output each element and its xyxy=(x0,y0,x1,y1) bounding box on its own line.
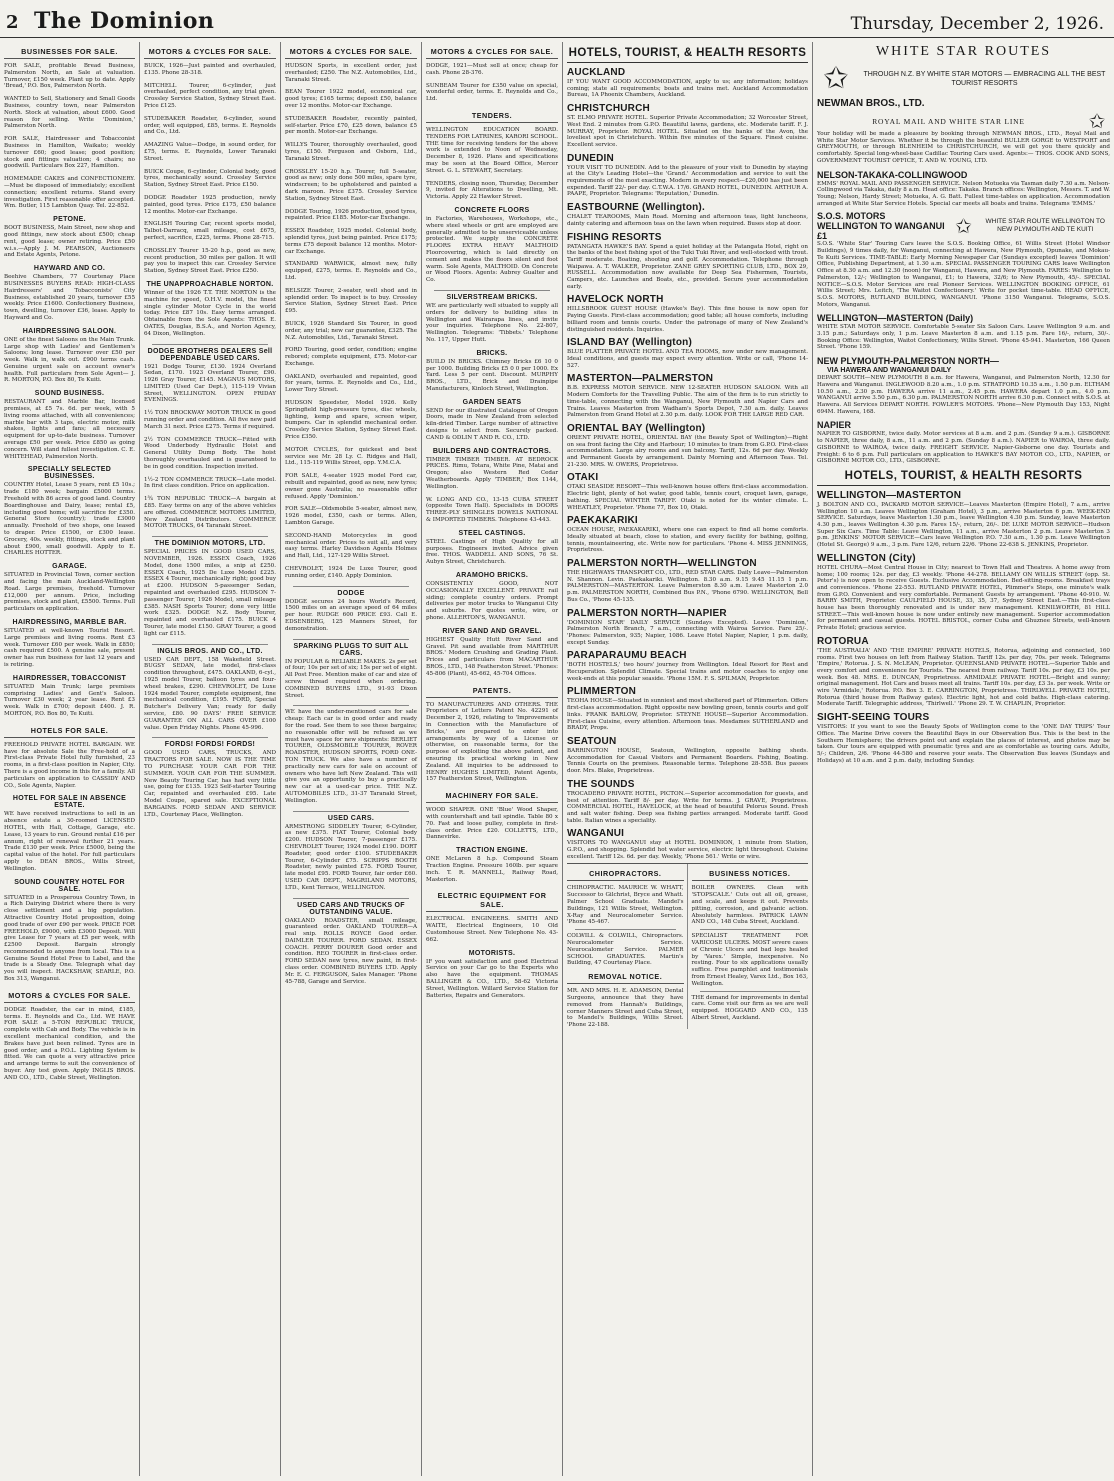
classified-ad xyxy=(4,879,135,983)
classified-ad xyxy=(285,288,417,315)
town-heading: PAEKAKARIKI xyxy=(567,515,638,527)
ad-text: BUICK, 1926—Just painted and overhauled, £135. Phone 28-318. xyxy=(144,63,276,76)
ad-title: RIVER SAND AND GRAVEL. xyxy=(442,627,542,635)
ad-text: Winner of the 1926 T.T. THE NORTON is the machine for speed, O.H.V. model, the finest single cylinder Motor Cycle in the world today. Price £87 10s. Easy terms arranged. Obtainable from the Sole Agents: THOS. E. OATES, Douglas, B.S.A., and Norton Agency, 64 Dixon, Wellington. xyxy=(144,289,276,337)
classified-ad xyxy=(4,390,135,460)
section-header: MOTORS & CYCLES FOR SALE. xyxy=(4,989,135,1003)
ad-text: IN POPULAR & RELIABLE MAKES. 2s per set of four; 10s per set of six; 15s per set of eight. All Post Free. Mention make of car and size of screw thread required when ordering. COMBINED BUYERS LTD., 91-93 Dixon Street. xyxy=(285,658,417,699)
section-header: PATENTS. xyxy=(426,684,558,698)
ad-title: HOTEL FOR SALE IN ABSENCE ESTATE. xyxy=(12,795,127,810)
ad-text: 1921 Dodge Tourer, £130. 1924 Overland Sedan, £170. 1923 Overland Tourer, £90. 1926 Gray Tourer, £145. MAGNUS MOTORS, LIMITED (Used Car Dept.), 115-119 Vivian Street, WELLINGTON. OPEN FRIDAY EVENINGS. xyxy=(144,363,276,404)
classified-ad xyxy=(426,628,558,678)
classified-ad xyxy=(144,540,276,637)
divider xyxy=(700,929,801,930)
ad-title: BRICKS. xyxy=(476,349,508,357)
classified-ad xyxy=(426,63,558,77)
ad-text: COUNTRY Hotel, Lease 5 years, rent £5 10s.; trade £180 week; bargain £5000 terms. Freehold with 86 acres of good land. Country Boardinghouse and Dairy, lease; rental £5, including good home; will sacrifice for £350. General Store (country); trade £3000 annually. Freehold of two shops, one leased to draper. Price £1500, or £300 lease. Grocery, 40s. weekly, fittings, stock and plant about £900, small goodwill. Apply to E. CHARLES HOTTER. xyxy=(4,482,135,557)
divider xyxy=(700,991,801,992)
route-heading: NEW PLYMOUTH-PALMERSTON NORTH— xyxy=(817,356,999,367)
ad-title: GARDEN SEATS xyxy=(462,398,522,406)
ad-text: DODGE, 1921—Must sell at once; cheap for cash. Phone 28-376. xyxy=(426,63,558,76)
classified-ad xyxy=(285,209,417,223)
ad-text: ONE of the finest Saloons on the Main Trunk. Large shop with Ladies' and Gentlemen's Saloons; long lease. Turnover over £50 per week. Walk in, walk out. £900 terms cash. Genuine urgent sale on account owner's health. Full particulars from Sole Agent— J. R. MORTON, P.O. Box 80, Te Kuiti. xyxy=(4,336,135,384)
classified-ad xyxy=(144,116,276,136)
town-text: ST. ELMO PRIVATE HOTEL. Superior Private Accommodation; 32 Worcester Street, West End. 2 minutes from G.P.O. Beautiful lawns, gardens, etc. Moderate tariff. F. J. MURRAY, Proprietor. ROYAL HOTEL. Situated on the banks of the Avon, the loveliest spot in Christchurch. Within five minutes of the Square. Finest cuisine. Excellent service. xyxy=(567,115,808,148)
ad-text: WELLINGTON EDUCATION BOARD. TENDERS FOR LATRINES, KARORI SCHOOL. THE time for receiving tenders for the above work is extended to Noon of Wednesday, December 8, 1926. Plans and specifications may be seen at the Board Office, Mercer Street. G. L. STEWART, Secretary. xyxy=(426,126,558,174)
ad-text: in Factories, Warehouses, Workshops, etc., where steel wheels or grit are employed are generally admitted to be unserviceable unless protected. We supply the CONCRETE FLOORS EXTRA HEAVY MALTHOID Floorcovering, which is laid directly on cement and makes the floors silent and foot warm. Sole Agents, MALTHOID. On Concrete or Wood Floors. Agents: Aubrey Gualter and Co. xyxy=(426,215,558,284)
ad-title: HAIRDRESSING, MARBLE BAR. xyxy=(12,619,127,626)
ad-text: SPECIALIST TREATMENT FOR VARICOSE ULCERS. MOST severe cases of Chronic Ulcers and bad legs healed by 'Varex.' Simple, inexpensive. No resting. Four to six applications usually suffice. Free pamphlet and testimonials from Ernest Healey, Varex Ltd., Box 163, Wellington. xyxy=(691,933,808,987)
classified-ad xyxy=(426,950,558,1000)
section-header: BUSINESS NOTICES. xyxy=(692,867,809,881)
business-notices-block xyxy=(692,864,809,1029)
ad-text: FOR SALE, Hairdresser and Tobacconist Business in Hamilton, Waikato; weekly turnover £60; good lease; good position; stock and fittings valuation; 4 chairs; no goodwill. Particulars Box 227, Hamilton. xyxy=(4,136,135,170)
ad-text: STUDEBAKER Roadster, recently painted, self-starter. Price £70, £25 down, balance £5 per month. Motor-car Exchange. xyxy=(285,115,417,136)
town-text: ORIENT PRIVATE HOTEL, ORIENTAL BAY (the Beauty Spot of Wellington)—Right on sea front facing the City and Harbour; 10 minutes to tram from G.P.O. First-class accommodation. Large airy rooms and sun balcony. Tariff, 12s. 6d per day. Weekly and Permanent Guests by arrangement. Dainty Morning and Afternoon Teas. Tel. 21-230. MRS. W. OWERS, Proprietress. xyxy=(567,434,808,468)
ad-text: BELSIZE Tourer, 2-seater, well shod and in splendid order. To inspect is to buy. Crossley Service Station, Sydney Street East. Price £95. xyxy=(285,287,417,315)
classified-ad xyxy=(144,248,276,275)
town-text: PATANGATA HAWKE'S BAY. Spend a quiet holiday at the Patangata Hotel, right on the banks of the best fishing spot of the Tuki Tuki River, and well-stocked with trout. Tariff moderate. Boating, shooting and golf. Accommodation. Telephone through Waipawa. A. T. WALKER, Proprietor. ZANE GREY SPORTING CLUB, LTD., BOX 29, RUSSELL. Accommodation now available for Deep Sea Fishermen, Tourists, Campers, etc. Launches and Boats, etc., provided. Secure your accommodation early. xyxy=(567,243,808,290)
classified-ad xyxy=(285,590,417,633)
ad-text: DODGE Roadster 1925 production, newly painted, good tyres. Price £175, £50 balance 12 months. Motor-car Exchange. xyxy=(144,194,276,215)
classified-ad xyxy=(144,410,276,430)
classified-ad xyxy=(144,63,276,77)
classified-ad xyxy=(426,847,558,883)
classified-ad xyxy=(4,466,135,557)
ad-text: BEAN Tourer 1922 model, economical car, good tyres; £165 terms; deposit £50, balance over 12 months. Motor-car Exchange. xyxy=(285,89,417,109)
column-motors-tenders xyxy=(422,42,563,1476)
divider xyxy=(152,737,268,738)
masthead xyxy=(0,0,1114,38)
ad-text: THE demand for improvements in dental care. Come visit our firm as we are well equipped. HOGGARD AND CO., 135 Albert Street, Auckland. xyxy=(691,994,808,1021)
classified-ad xyxy=(426,448,558,491)
ad-title: HAIRDRESSING SALOON. xyxy=(22,327,117,335)
royal-mail-label: ROYAL MAIL AND WHITE STAR LINE xyxy=(872,116,1025,126)
classified-ad xyxy=(426,572,558,622)
classified-ad xyxy=(4,619,135,669)
section-header: HOTELS, TOURIST, & HEALTH RESORTS xyxy=(567,44,808,63)
classified-ad xyxy=(426,181,558,201)
ad-title: TRACTION ENGINE. xyxy=(456,847,528,855)
classified-ad xyxy=(426,807,558,841)
ad-title: FORDS! FORDS! FORDS! xyxy=(164,741,256,749)
town-heading: PALMERSTON NORTH—WELLINGTON xyxy=(567,558,757,570)
divider xyxy=(434,290,550,291)
town-heading: PALMERSTON NORTH—NAPIER xyxy=(567,607,727,619)
town-heading: ROTORUA xyxy=(817,635,869,647)
classified-ad xyxy=(426,127,558,175)
ad-text: DODGE Touring, 1926 production, good tyres, repainted. Price £185. Motor-car Exchange. xyxy=(285,208,417,222)
ad-text: STANDARD WARWICK, almost new, fully equipped, £275, terms. E. Reynolds and Co., Ltd. xyxy=(285,261,417,281)
town-text: 'DOMINION STAR' DAILY SERVICE (Sundays Excepted). Leave 'Dominion,' Palmerston North Branch, 7 a.m., connecting with Wairoa Service. Fare 25/-. 'Phones: Palmerston, 935; Napier, 1086. Leave Hotel Napier, Napier, 1 p.m. daily, except Sunday. xyxy=(567,619,808,646)
classified-ad xyxy=(426,350,558,393)
town-heading: WELLINGTON—MASTERTON xyxy=(817,489,962,501)
ad-title: SOUND COUNTRY HOTEL FOR SALE. xyxy=(14,878,125,893)
section-header: HOTELS, TOURIST, & HEALTH RESORTS xyxy=(817,467,1110,486)
classified-ad xyxy=(285,169,417,203)
ad-title: DODGE xyxy=(337,589,365,597)
town-text: IF YOU WANT GOOD ACCOMMODATION, apply to us; any information; holidays coming; state all requirements; boats and trains met. Auckland Accommodation Bureau, 1A Phoenix Chambers, Auckland. xyxy=(567,79,808,99)
town-heading: PLIMMERTON xyxy=(567,686,637,698)
town-heading: CHRISTCHURCH xyxy=(567,103,650,115)
classified-ad xyxy=(285,347,417,367)
classified-ad xyxy=(426,294,558,344)
ad-text: HUDSON Sports, in excellent order, just overhauled; £250. The N.Z. Automobiles, Ltd., Taranaki Street. xyxy=(285,63,417,83)
town-heading: FISHING RESORTS xyxy=(567,231,662,243)
town-heading: EASTBOURNE (Wellington). xyxy=(567,202,705,214)
town-heading: MASTERTON—PALMERSTON xyxy=(567,373,714,385)
classified-ad xyxy=(285,902,417,986)
classified-ad xyxy=(4,136,135,170)
ad-text: GOOD USED CARS, TRUCKS, AND TRACTORS FOR SALE. NOW IS THE TIME TO PURCHASE YOUR CAR FOR THE SUMMER. YOUR CAR FOR THE SUMMER. New Beauty Touring Car, has had very little use, going for £135. 1923 Self-starter Touring Car, repainted and overhauled £95. Late Model Coupe, spared sale. EXCEPTIONAL BARGAINS. FORD SEDAN AND SERVICE LTD., Courtenay Place, Wellington. xyxy=(144,750,276,818)
ad-title: HAIRDRESSER, TOBACCONIST xyxy=(12,674,127,682)
section-header: MACHINERY FOR SALE. xyxy=(426,789,558,803)
ad-text: OAKLAND, overhauled and repainted, good for years, terms. E. Reynolds and Co., Ltd., Lower Tory Street. xyxy=(285,373,417,394)
ad-text: WE have the under-mentioned cars for sale cheap: Each car is in good order and ready for the road. See them to see these bargains; no reasonable offer will be refused as we must have space for new shipments: BERLIET TOURER, OLDSMOBILE TOURER, ROVER ROADSTER, HUDSON SPORTS, FORD ONE-TON TRUCK. We also have a number of practically new cars for sale on account of owners who have left New Zealand. This will give you an opportunity to buy a practically new car at a used-car price. THE N.Z. AUTOMOBILES LTD., 31-37 Taranaki Street, Wellington. xyxy=(285,709,417,804)
divider xyxy=(152,644,268,645)
town-text: CHALET TEAROOMS, Main Road. Morning and afternoon teas, light luncheons, dainty catering and afternoon teas on the lawn when required. Buses stop at door. xyxy=(567,214,808,227)
town-heading: PARAPARAUMU BEACH xyxy=(567,650,687,662)
town-text: HOTEL CHURA—Most Central House in City; nearest to Town Hall and Theatres. A home away from home; 100 rooms; 12s. per day, £3 weekly. 'Phone 44-278. BELLAMY ON WILLIS STREET (opp. St. Peter's) is now open to receive Guests. Exclusive Accommodation. Bed-sitting-rooms. Breakfast trays and conveniences. 'Phone 22-553. RUTLAND PRIVATE HOTEL, Plimmer's Steps, one minute's walk from G.P.O. Convenient and very comfortable. Permanent Guests by arrangement. 'Phone 40-910. W. BARRY SMITH, Proprietor. CAULFIELD HOUSE, 33, 35, 37, Sydney Street East.—This first-class house has been thoroughly renovated and is under new management. KENILWORTH, 81 HILL STREET.—This well-known house is now under entirely new management. Superior accommodation for permanent and casual guests. HOTEL BRISTOL, corner Cuba and Ghuznee Streets, well-known Private Hotel; gracious service. xyxy=(817,564,1110,632)
town-text: 'THE AUSTRALIA' AND 'THE EMPIRE' PRIVATE HOTELS, Rotorua, adjoining and connected, 160 rooms. First two houses on left from Railway Station. Tariff 12s. per day, 70s. per week. Telegrams 'Empire,' Rotorua. J. S. N. McLEAN, Proprietor. QUEENSLAND PRIVATE HOTEL—Superior Table and every comfort and convenience for Tourists. The nearest from railway. Tariff 10s. per day, £3 10s. per week. Box 48. MRS. E. DUNCAN, Proprietress. ARMIDALE PRIVATE HOTEL—Bright and sunny; original management. Hot Cars and buses meet all trains. Tariff 10s. per day, £3 3s. per week. Write or wire 'Armidale,' Rotorua. P.O. Box 3. E. CARRINGTON, Proprietress. THIRLWELL PRIVATE HOTEL, Rotorua (third house from Railway gates). Electric light, hot and cold baths. High-class catering. Moderate Tariff. Telegraphic address, 'Thirlwell.' 'Phone 29. T. W. CHAPLIN, Proprietor. xyxy=(817,647,1110,708)
town-heading: HAVELOCK NORTH xyxy=(567,294,664,306)
ad-text: 1¾ TON REPUBLIC TRUCK—A bargain at £85. Easy terms on any of the above vehicles are offered. COMMERCE MOTORS LIMITED, New Zealand Distributors. COMMERCE MOTOR TRUCKS, 64 Taranaki Street. xyxy=(144,496,276,530)
ad-text: SITUATED in Provincial Town, corner section and facing the main Auckland-Wellington Road. Large premises, freehold. Turnover £12,000 per annum. Price, including premises, stock and plant, £5500. Terms. Full particulars on application. xyxy=(4,572,135,613)
column-motors-2 xyxy=(281,42,422,1476)
classified-ad xyxy=(4,63,135,90)
classified-ad xyxy=(285,374,417,394)
white-star-banner xyxy=(817,61,1110,96)
ad-text: SPECIAL PRICES IN GOOD USED CARS, NOVEMBER, 1926. ESSEX Coach, 1926 Model, done 1500 miles, a snip at £250. ESSEX Coach, 1925 De Luxe Model £225. ESSEX 4 Tourer, mechanically right; good buy at £200. HUDSON 5-passenger Sedan, repainted and overhauled £295. HUDSON 7-passenger Tourer, 1926 Model, small mileage £385. NASH Sports Tourer; done very little work £325. DODGE N.Z. Body Tourer, repainted and overhauled £175. BUICK 4 Tourer, late model £150. GRAY Tourer, a good light car £115. xyxy=(144,549,276,637)
star-icon: ✩ xyxy=(823,61,849,96)
town-text: J. BOLTON AND CO., PACKARD MOTOR SERVICE—Leaves Masterton (Empire Hotel), 7 a.m., arrive Wellington 10 a.m. Leaves Wellington (Graham Hotel), 3 p.m., arrive Masterton 6 p.m. WEEK-END SERVICE. Saturdays, leave Masterton 1.30 p.m., leave Wellington 4.30 p.m. Sunday, leave Masterton 4.30 p.m., leaves Wellington 4.30 p.m. Fares 15/-, return, 26/-. DE LUXE MOTOR SERVICE—Hudson Super Six Cars. Time Table: Leave Wellington, 11 a.m., arrive Masterton 2 p.m. Leave Masterton 3 p.m. JENKINS' MOTOR SERVICE—Cars leave Wellington P.O. 7.30 a.m., 1.30 p.m. Leave Wellington (Hotel St. George) 9 a.m., 3 p.m. Fare 12/6, return 22/6. 'Phone 22-638 S. JENKINS, Proprietor. xyxy=(817,501,1110,549)
ad-text: DODGE secures 24 hours World's Record, 1500 miles on an average speed of 64 miles per hour. RUDGE 600 PRICE £93. Call E. EDSENBERG, 125 Manners Street, for demonstration. xyxy=(285,598,417,632)
section-header: ELECTRIC EQUIPMENT FOR SALE. xyxy=(426,889,558,912)
classified-ad xyxy=(144,281,276,338)
section-header: MOTORS & CYCLES FOR SALE. xyxy=(426,45,558,59)
classified-ad xyxy=(285,506,417,526)
route-text: DEPART SOUTH—NEW PLYMOUTH 8 a.m. for Hawera, Wanganui, and Palmerston North, 12.30 for Hawera and Wanganui. INGLEWOOD 8.20 a.m., 1.0 p.m. STRATFORD 10.35 a.m., 1.50 p.m. ELTHAM 10.50 a.m., 2.30 p.m. HAWERA arrive 11 a.m., 2.45 p.m. HAWERA depart 1.0 p.m., 4.0 p.m. WANGANUI arrive 3.50 p.m., 6.30 p.m. PALMERSTON NORTH arrive 6.30 p.m. Connect with S.O.S. at Hawera. All Services DEPART NORTH. FOWLER'S MOTORS. 'Phone—New Plymouth Day 153, Night 694M. Hawera, 168. xyxy=(817,375,1110,415)
classified-ad xyxy=(285,116,417,136)
ad-text: SEND for our illustrated Catalogue of Oregon Doors, made in New Zealand from selected kiln-dried Timber. Large number of attractive designs to select from. Securely packed. CAND & ODLIN T AND R. CO., LTD. xyxy=(426,407,558,441)
ad-text: ELECTRICAL ENGINEERS. SMITH AND WAITE, Electrical Engineers, 10 Old Customhouse Street. New Telephone No. 43-662. xyxy=(426,916,558,943)
ad-title: USED CARS. xyxy=(327,814,375,822)
ad-title: ARAMOHO BRICKS. xyxy=(455,572,529,580)
ad-text: STEEL Castings of High Quality for all purposes. Engineers invited. Advice given free. THOS. WADDELL AND SONS, 76 St. Aubyn Street, Christchurch. xyxy=(426,538,558,566)
classified-ad xyxy=(285,142,417,162)
classified-ad xyxy=(285,261,417,281)
sos-banner xyxy=(817,211,1110,241)
section-header: CHIROPRACTORS. xyxy=(567,867,684,881)
white-star-title: WHITE STAR ROUTES xyxy=(875,44,1052,59)
ad-title: INGLIS BROS. AND CO., LTD. xyxy=(157,647,263,655)
section-header: BUSINESSES FOR SALE. xyxy=(4,45,135,59)
route-heading: NAPIER xyxy=(817,420,852,431)
ad-text: CHEVROLET, 1924 De Luxe Tourer, good running order, £140. Apply Dominion. xyxy=(285,566,417,579)
divider xyxy=(293,639,409,640)
section-header: REMOVAL NOTICE. xyxy=(567,970,684,984)
ad-text: HUDSON Speedster, Model 1926. Kelly Springfield high-pressure tyres, disc wheels, lighting, kemp and spare, screen wiper, bumpers. Car in splendid mechanical order. Crossley Service Station, Sydney Street East. Price £350. xyxy=(285,400,417,441)
classified-ad xyxy=(4,328,135,385)
ad-text: FOR SALE—Oldsmobile 5-seater, almost new, 1926 model, £350, cash or terms. Allen, Lambton Garage. xyxy=(285,506,417,527)
divider xyxy=(293,586,409,587)
ad-text: FOR SALE, profitable Bread Business, Palmerston North, an Sale at valuation. Turnover, £150 week. Plant up to date. Apply 'Bread,' P.O. Box, Palmerston North. xyxy=(4,63,135,90)
town-text: OTAKI SEASIDE RESORT—This well-known house offers first-class accommodation. Electric light, plenty of hot water, good table, tennis court, croquet lawn, garage, bathing. SPECIAL WINTER TARIFF. Otaki is noted for its winter climate. L. WHEATLEY, Proprietor. 'Phone 77, Box 10, Otaki. xyxy=(567,484,808,511)
ad-title: SPECIALLY SELECTED BUSINESSES. xyxy=(27,466,112,481)
route-heading: S.O.S. MOTORS WELLINGTON TO WANGANUI £1 xyxy=(817,211,945,242)
ad-list xyxy=(4,63,135,1082)
divider xyxy=(575,929,676,930)
ad-title: SPARKING PLUGS TO SUIT ALL CARS. xyxy=(293,642,409,657)
classified-ad xyxy=(285,447,417,467)
company-name: NEWMAN BROS., LTD. xyxy=(817,98,925,109)
ad-text: TENDERS, closing noon, Thursday, December 9, invited for Alterations to Dwelling, Mt. Victoria. Apply 22 Hawker Street. xyxy=(426,180,558,201)
classified-ad xyxy=(4,675,135,718)
classified-ad xyxy=(426,399,558,442)
ad-text: MR. AND MRS. H. E. ADAMSON, Dental Surgeons, announce that they have removed from Hannah's Buildings, corner Manners Street and Cuba Street, to Mandel's Buildings, Willis Street. 'Phone 22-188. xyxy=(567,988,684,1029)
town-text: VISITORS TO WANGANUI stay at HOTEL DOMINION, 1 minute from Station, G.P.O., and shopping. Splendid hot water service, electric light throughout. Cuisine excellent. Tariff 12s. 6d. per day. Weekly, 'Phone 561.' Write or wire. xyxy=(567,840,808,860)
route-subheading: WHITE STAR ROUTE WELLINGTON TO NEW PLYMOUTH AND TE KUITI xyxy=(985,218,1105,234)
ad-text: SITUATED at well-known Tourist Resort. Large premises and living rooms. Rent £3 week. Turnover £60 per week. Walk in £850; cash required £500. A genuine sale, present owner has run business for last 12 years and is retiring. xyxy=(4,628,135,668)
town-text: TEOHA HOUSE—Situated in sunniest and most sheltered part of Plimmerton. Offers first-class accommodation. Right opposite new bowling green, tennis courts and golf links. FRANK BARLOW, Proprietor. STEYNE HOUSE—Superior Accommodation. First-class Cuisine, every attention. Afternoon teas. Mesdames SUTHERLAND and BRADY, Props. xyxy=(567,698,808,732)
classified-ad xyxy=(426,207,558,284)
ad-text: WANTED to Sell, Stationery and Small Goods Business, country town, near Palmerston North. Stock at valuation, about £600. Good reason for selling. Write 'Dominion,' Palmerston North. xyxy=(4,96,135,130)
route-heading: NELSON-TAKAKA-COLLINGWOOD xyxy=(817,169,968,180)
ad-text: STUDEBAKER Roadster, 6-cylinder, sound order, well equipped, £85, terms. E. Reynolds and Co., Ltd. xyxy=(144,115,276,136)
ad-title: MOTORISTS. xyxy=(468,949,516,957)
town-text: VISITORS: If you want to see the Beauty Spots of Wellington come to the 'ONE DAY TRIPS' Tour Office. The Marine Drive covers the Beautiful Bays in our Observation Bus. This is the best in the Southern Hemisphere; the drivers point out and explain the places of interest, and photos may be taken. Our tours are equipped with pneumatic tyres and are as comfortable as touring cars. Adults, 5/-; Children, 2/6. 'Phone 44-580 and reserve your seats. The Observation Bus leaves (Sundays and Holidays) at 10 a.m. and 2 p.m. daily, including Sunday. xyxy=(817,724,1110,764)
ad-text: BOOT BUSINESS, Main Street, new shop and good fittings, new stock about £500; cheap rent, good lease; owner retiring. Price £50 w.i.s.—Apply J. M. PEARSON, Auctioneers and Estate Agents, Petone. xyxy=(4,225,135,259)
classified-ad xyxy=(285,400,417,441)
town-text: HILLSBROOK GUEST HOUSE (Hawke's Bay). This fine house is now open for Paying Guests. First-class accommodation; good table; all house comforts, including billiard room and tennis courts. Under the patronage of many of New Zealand's distinguished residents. Inquiries. xyxy=(567,306,808,333)
classified-ad xyxy=(4,742,135,790)
classified-ad xyxy=(285,566,417,580)
classified-ad xyxy=(285,709,417,804)
classified-ad xyxy=(4,96,135,130)
route-text: NAPIER TO GISBORNE, twice daily. Motor services at 8 a.m. and 2 p.m. (Sunday 9 a.m.). GISBORNE to NAPIER, three daily, 8 a.m., 11 a.m. and 2 p.m. (Sunday 8 a.m.). NAPIER to WAIROA, three daily. GISBORNE to WAIROA, twice daily. FREIGHT SERVICE. Napier-Gisborne one day. Tourists and Freight: 6 to 6 p.m. Full particulars on application to HAWKE'S BAY MOTOR CO., LTD., NAPIER, or GISBORNE MOTOR CO., LTD., GISBORNE. xyxy=(817,431,1110,465)
classified-ad xyxy=(4,563,135,613)
classified-ad xyxy=(285,321,417,341)
ad-title: USED CARS AND TRUCKS OF OUTSTANDING VALUE. xyxy=(297,901,405,916)
town-text: YOUR VISIT TO DUNEDIN. Add to the pleasure of your visit to Dunedin by staying at the City's Leading Hotel—the 'Grand.' Accommodation and service to suit the requirements of the most exacting. Modern in every respect—£20,000 has just been expended. Tariff 22/- per day. C.T.W.A. 17/6. GRAND HOTEL, DUNEDIN. ARTHUR A. PAAPE, Proprietor. Telegrams: 'Reputation,' Dunedin. xyxy=(567,164,808,198)
ad-text: 2½ TON COMMERCE TRUCK—Fitted with Wood Underbody Hydraulic Hoist and General Utility Dump Body. The hoist thoroughly overhauled and is guaranteed to be in good condition. Inspection invited. xyxy=(144,436,276,470)
route-heading: WELLINGTON—MASTERTON (Daily) xyxy=(817,313,974,324)
ad-text: FOR SALE, 4-seater 1925 model Ford car, rebuilt and repainted, good as new, new tyres; owner gone Australia; no reasonable offer refused. Apply 'Dominion.' xyxy=(285,473,417,500)
divider xyxy=(293,705,409,706)
ad-text: BUILD IN BRICKS. Chimney Bricks £6 10 0 per 1000. Building Bricks £5 0 0 per 1000. Ex Yard. Less 5 per cent. Discount. MURPHY BROS., LTD., Brick and Drainpipe Manufacturers, Kinloch Street, Wellington. xyxy=(426,358,558,392)
ad-text: SITUATED in a Prosperous Country Town, in a Rich Dairying District where there is very close settlement and a big population. Attractive Country Hotel proposition, doing good trade of over £90 per week. PRICE FOR FREEHOLD, £9000, with £3000 Deposit. Will give Lease for 7 years at £5 per week, with £2500 Deposit. Bargain strongly recommended to anyone from local. This is a Genuine Sound Hotel Free to Label, and the trade is a Steady One. Telegraph what day you will inspect. HACKSHAW, SEARLE, P.O. Box 313, Wanganui. xyxy=(4,894,135,983)
ad-text: USED CAR DEPT., 158 Wakefield Street. BUGSY SEDAN, late model, first-class condition throughout, £475. OAKLAND, 6-cyl., 1925 model Tourer, balloon tyres and four-wheel brakes, £290. CHEVROLET, De Luxe 1924 model Tourer, complete equipment, fine mechanical condition, £195. FORD, Special Butcher's Delivery Van; ready for daily service, £80. 90 DAYS' FREE SERVICE GUARANTEE ON ALL CARS OVER £100 value. Open Friday Nights. Phone 45-996. xyxy=(144,656,276,731)
divider xyxy=(293,811,409,812)
ad-title: THE UNAPPROACHABLE NORTON. xyxy=(146,280,274,288)
route-subheading: VIA HAWERA AND WANGANUI DAILY xyxy=(827,367,952,375)
town-text: BARRINGTON HOUSE, Seatoun, Wellington, opposite bathing sheds. Accommodation for Casual Visitors and Permanent Boarders. Fishing, Boating. Tennis Courts on the premises. Reasonable terms. Telephone 28-558. Bus passes door. Mrs. Blake, Proprietress. xyxy=(567,748,808,775)
ad-text: W. LONG AND CO., 13-15 CUBA STREET (opposite Town Hall). Specialists in DOORS THREE-PLY SHINGLES DOWELS NATIONAL & IMPORTED TIMBERS. Telephone 43-443. xyxy=(426,496,558,524)
classified-ad xyxy=(426,916,558,943)
classified-ad xyxy=(426,530,558,566)
classified-ad xyxy=(4,216,135,259)
column-businesses-for-sale xyxy=(0,42,140,1476)
divider xyxy=(152,344,268,345)
ad-text: HOMEMADE CAKES and CONFECTIONERY.—Must be disposed of immediately; excellent connection; excellent returns. Stand every investigation. First reasonable offer accepted. Wm. Butler, 115 Lambton Quay. Tel. 22-852. xyxy=(4,176,135,210)
white-star-tagline: THROUGH N.Z. BY WHITE STAR MOTORS — EMBRACING ALL THE BEST TOURIST RESORTS xyxy=(863,71,1106,87)
classified-ad xyxy=(144,648,276,732)
classified-ad xyxy=(144,83,276,110)
ad-text: BOILER OWNERS. Clean with 'STOPSCALE.' Cuts out all oil, grease, and scale, and keeps it out. Prevents pitting, corrosion, and galvanic action. Absolutely harmless. PATRICK LAWN AND CO., 148 Cuba Street, Auckland. xyxy=(691,885,808,926)
ad-text: CROSSLEY 15-20 h.p. Tourer, full 5-seater, good as new; only done 500 miles, spare tyre, windscreen; to be upholstered and painted a dark maroon. Price £375. Crossley Service Station, Sydney Street East. xyxy=(285,168,417,202)
ad-text: 1½-2 TON COMMERCE TRUCK—Late model. In first class condition. Price on application. xyxy=(144,476,276,490)
ad-text: 1½ TON BROCKWAY MOTOR TRUCK in good running order and condition. All five new paid March 31 next. Price £275. Terms if required. xyxy=(144,410,276,430)
classified-ad xyxy=(144,195,276,215)
town-text: OCEAN HOUSE, PAEKAKARIKI, where one can expect to find all home comforts. Ideally situated at beach, close to station, and every facility for bathing, golfing, tennis, mountaineering, etc. Write now for particulars. 'Phone 4. MISS JENNINGS, Proprietress. xyxy=(567,527,808,554)
section-header: HOTELS FOR SALE. xyxy=(4,724,135,738)
town-text: B.B. EXPRESS MOTOR SERVICE. NEW 12-SEATER HUDSON SALOON. With all Modern Comforts for the Travelling Public. The aim of the firm is to run strictly to time-table, connecting with the Wanganui, New Plymouth and Napier Cars and Trains. Leaves Masterton from Wadham's Sports Depot, 7.30 a.m. daily. Leaves Palmerston from Grand Hotel at 2.30 p.m. daily. LOOK FOR THE LARGE RED CAR. xyxy=(567,385,808,419)
ad-title: DODGE BROTHERS DEALERS Sell DEPENDABLE USED CARS. xyxy=(147,347,273,362)
ad-text: Beehive Chambers, 77 Courtenay Place BUSINESSES BUYERS READ: HIGH-CLASS Hairdressers' and Tobacconists' City Business, established 20 years, turnover £55 weekly. Price £1600. Confectionery Business, town, dwelling, turnover £36, lease. Apply to Hayward and Co. xyxy=(4,274,135,321)
ad-text: MITCHELL Tourer, 6-cylinder, just overhauled, perfect condition, any trial given. Crossley Service Station, Sydney Street East. Price £125. xyxy=(144,82,276,109)
divider xyxy=(293,898,409,899)
town-heading: WELLINGTON (City) xyxy=(817,552,916,564)
star-icon: ✩ xyxy=(1088,109,1106,133)
town-text: THE HIGHWAYS TRANSPORT CO., LTD., RED STAR CARS. Daily Leave—Palmerston N. Shannon. Levin. Paekakariki. Wellington. 8.30 a.m. 9.15 9.45 11.15 1 p.m. PALMERSTON—MASTERTON. Leave Palmerston 8.30 a.m. Leave Masterton 2.0 p.m. PALMERSTON NORTH, Combined Bus P.N., 'Phone 6790. WELLINGTON, Bell Bus Co., 'Phone 45-135. xyxy=(567,570,808,603)
ad-text: CROSSLEY Tourer 15-20 h.p., good as new, recent production, 30 miles per gallon. It will pay you to inspect this car. Crossley Service Station, Sydney Street East. Price £250. xyxy=(144,247,276,275)
section-header: TENDERS. xyxy=(426,109,558,123)
ad-text: DODGE Roadster, the car in mind, £185, terms. E. Reynolds and Co., Ltd. WE HAVE FOR SALE a 5-TON REPUBLIC TRUCK, complete with Cab and Body. The vehicle is in excellent mechanical condition, and the Brakes have just been relined. Tyres are in good order, and a P.O.L. Lighting System is fitted. We can quote a very attractive price and arrange terms to suit the convenience of buyer. Any test given. Apply INGLIS BROS. AND CO., LTD., Cable Street, Wellington. xyxy=(4,1006,135,1081)
ad-text: MOTOR CYCLES, for quickest and best service see Mr. 28 Ly. C. Ridges and Hall, Ltd., 115-119 Willis Street, opp. Y.M.C.A. xyxy=(285,446,417,467)
ad-text: AMAZING Value—Dodge, in sound order, for £75, terms. E. Reynolds, Lower Taranaki Street. xyxy=(144,142,276,162)
town-text: TROCADERO PRIVATE HOTEL, PICTON.—Superior accommodation for guests, and best of attention. Tariff 8/- per day. Write for terms. J. GRAVE, Proprietress. COMMERCIAL HOTEL, HAVELOCK, at the head of beautiful Pelorus Sound. Fresh and salt water fishing. Deep sea fishing parties arranged. Moderate tariff. Good table. Italian wines a speciality. xyxy=(567,790,808,824)
town-heading: DUNEDIN xyxy=(567,152,614,164)
divider xyxy=(152,536,268,537)
town-heading: ORIENTAL BAY (Wellington) xyxy=(567,422,706,434)
ad-text: SECOND-HAND Motorcycles in good mechanical order. Prices to suit all, and very easy terms. Harley Davidson Agents Holmes and Hall, Ltd., 127-129 Willis Street. xyxy=(285,532,417,560)
ad-text: IF you want satisfaction and good Electrical Service on your Car go to the Experts who also have the equipment. THOMAS BALLINGER & CO., LTD., 58-62 Victoria Street, Wellington. Willard Service Station for Batteries, Repairs and Generators. xyxy=(426,958,558,999)
ad-title: GARAGE. xyxy=(52,563,87,571)
route-text: EMMS' ROYAL MAIL AND PASSENGER SERVICE. Nelson Motueka via Tasman daily 7.30 a.m. Nelson-Collingwood via Takaka, daily 8 a.m. Head office: Takaka. Branch offices: Wellington, Messrs. T. and W. Young; Nelson, Hardy Street; Motueka, A. G. Batt. Fullest time-tables on application. Accommodation arranged at White Star Service Hotels. Special car meets all boats and trains. Telegrams 'EMMS.' xyxy=(817,180,1110,207)
royal-mail-row xyxy=(817,111,1110,131)
ad-text: WOOD SHAPER. ONE 'Blue' Wood Shaper, with countershaft and tail spindle. Table 80 x 70. Fast and loose pulley, complete in first-class order. Price £20. COLLETTS, LTD., Dannevirke. xyxy=(426,807,558,841)
ad-text: ONE McLaren 8 h.p. Compound Steam Traction Engine. Pressure 160lb. per square inch. T. R. MANNELL, Railway Road, Masterton. xyxy=(426,856,558,883)
ad-title: CONCRETE FLOORS xyxy=(454,206,530,214)
ad-text: WE are particularly well situated to supply all orders for delivery to building sites in Wellington and Wairarapa lines, and invite your inquiries. Telephone No. 22-807, Wellington. Telegrams: 'Tibbets.' Telephone No. 117, Upper Hutt. xyxy=(426,302,558,343)
ad-text: TO MANUFACTURERS AND OTHERS. THE Proprietors of Letters Patent No. 42291 of December 2, 1926, relating to 'Improvements in Connection with the Manufacture of Bricks,' are prepared to enter into arrangements by way of a License or otherwise, on reasonable terms, for the purpose of exploiting the above patent, and ensuring its practical working in New Zealand. All inquiries to be addressed to HENRY HUGHES LIMITED, Patent Agents, 157 Featherston Street, Wellington. xyxy=(426,701,558,783)
classified-ad xyxy=(285,815,417,892)
classified-ad xyxy=(144,496,276,530)
town-text: BLUE PLATTER PRIVATE HOTEL AND TEA ROOMS, now under new management. Ideal conditions, and guests may expect every attention. Write or call, 'Phone 14-527. xyxy=(567,349,808,369)
classified-ad xyxy=(426,497,558,524)
classified-ad xyxy=(144,142,276,162)
ad-title: BUILDERS AND CONTRACTORS. xyxy=(432,447,552,455)
ad-text: HIGHEST Quality Hutt River Sand and Gravel. Pit sand available from MARTHUR BROS.' Modern Crushing and Grading Plant. Prices and particulars from MACARTHUR BROS., LTD., 148 Featherston Street. 'Phones: 45-806 (Plant), 45-662, 45-704 Offices. xyxy=(426,636,558,677)
town-heading: OTAKI xyxy=(567,472,599,484)
ad-text: ESSEX Roadster, 1925 model. Colonial body, splendid tyres, just being painted. Price £175; terms £75 deposit balance 12 months. Motor-car Exchange. xyxy=(285,228,417,255)
ad-text: FREEHOLD PRIVATE HOTEL BARGAIN. WE have for absolute Sale the Free-hold of a First-class Private Hotel fully furnished, 23 rooms, in a first-class position in Napier, City. There is a good income in this for a family. All particulars on application to CASSIDY AND CO., Sole Agents, Napier. xyxy=(4,741,135,789)
section-header: MOTORS & CYCLES FOR SALE. xyxy=(144,45,276,59)
classified-ad xyxy=(4,265,135,322)
ad-text: RESTAURANT and Marble Bar, licensed premises, at £5 7s. 6d. per week, with 5 living rooms attached, with all conveniences; marble bar with 3 taps, electric motor, milk shakes, lights and fans; all necessary equipment for up-to-date business. Turnover average £50 per week. Price £850 as going concern. Will stand fullest investigation. C. E. WHITEHEAD, Palmerston North. xyxy=(4,399,135,460)
classified-ad xyxy=(285,643,417,700)
ad-title: SOUND BUSINESS. xyxy=(34,390,105,398)
classified-ad xyxy=(144,437,276,471)
route-text: S.O.S. 'White Star' Touring Cars leave the S.O.S. Booking Office, 61 Willis Street (Hotel Windsor Buildings), 9 times daily, for Wanganui, connecting at Hawera, New Plymouth, Opunake, and Mokau-Te Kuiti Services. TIME-TABLE: Early Morning Newspaper Car (Sundays excepted) leaves 'Dominion' Office, Publishing Department, at 1.30 a.m. SPECIAL PASSENGER TOURING CARS leave Wellington Office at 8.30 a.m. and 12.30 (noon) for Wanganui, Hawera, and New Plymouth. FARES: Wellington to Palmerston, 12/-; Wellington to Wanganui, £1; to Hawera, 32/6; to New Plymouth, 45/-. SPECIAL NOTICE—S.O.S. Motor Services are real Pioneer Services. WELLINGTON BOOKING OFFICE, 61 Willis Street; Mrs. Leitch, 'The Waitot Confectionery.' Write for pocket time-table. HEAD OFFICE, S.O.S. MOTORS, RUTLAND BUILDING, WANGANUI. 'Phone 3150 Wanganui. Telegrams, S.O.S. Motors, Wanganui. xyxy=(817,241,1110,308)
ad-title: PETONE. xyxy=(53,216,86,224)
page-number: 2 xyxy=(6,12,19,33)
classified-ad xyxy=(144,169,276,189)
classified-ad xyxy=(144,221,276,241)
classified-ad xyxy=(144,348,276,405)
town-heading: WANGANUI xyxy=(567,828,625,840)
town-heading: THE SOUNDS xyxy=(567,778,635,790)
route-text: WHITE STAR MOTOR SERVICE. Comfortable 5-seater Six Saloon Cars. Leave Wellington 9 a.m. and 3.15 p.m.; Saturdays only, 1 p.m. Leave Masterton 8 a.m. and 1.15 p.m. Fare 16/-, return, 30/-. Booking Office: Wellington, Waitot Confectionery, Willis Street. 'Phone 45-941. Masterton, 166 Queen Street. 'Phone 159. xyxy=(817,324,1110,351)
ad-text: CONSISTENTLY GOOD, NOT OCCASIONALLY EXCELLENT. PRIVATE rail siding; complete country orders. Prompt deliveries per motor trucks to Wanganui City and suburbs. For quotes write, wire, or phone. ALLERTON'S, WANGANUI. xyxy=(426,581,558,622)
chiropractors-block xyxy=(567,864,688,1029)
classified-ad xyxy=(285,228,417,255)
classified-ad xyxy=(4,1007,135,1082)
town-heading: AUCKLAND xyxy=(567,67,626,78)
ad-text: TIMBER TIMBER TIMBER. AT BEDROCK PRICES. Rimu, Totara, White Pine, Matai and Oregon; also Western Red Cedar Weatherboards. Apply 'TIMBER,' Box 1144, Wellington. xyxy=(426,456,558,490)
ad-title: THE DOMINION MOTORS, LTD. xyxy=(154,540,266,548)
classified-ad xyxy=(285,473,417,500)
town-heading: SIGHT-SEEING TOURS xyxy=(817,712,930,724)
town-heading: SEATOUN xyxy=(567,736,617,747)
newspaper-title: The Dominion xyxy=(34,8,215,34)
ad-text: SUNBEAM Tourer for £350 value on special, wonderful order, terms. E. Reynolds and Co., Ltd. xyxy=(426,82,558,103)
star-icon: ✩ xyxy=(955,214,972,239)
classified-ad xyxy=(144,477,276,491)
ad-title: STEEL CASTINGS. xyxy=(458,529,526,537)
classified-ad xyxy=(285,533,417,560)
ad-text: BUICK, 1926 Standard Six Tourer, in good order, any trial; new car guarantee, £325. The N.Z. Automobiles, Ltd., Taranaki Street. xyxy=(285,320,417,341)
classified-ad xyxy=(285,89,417,109)
classified-ad xyxy=(144,741,276,818)
ad-text: ARMSTRONG SIDDELEY Tourer, 6-Cylinder, as new £375. FIAT Tourer, Colonial body £200. HUDSON Tourer, 7-passenger £175. CHEVROLET Tourer, 1924 model £190. DORT Roadster, good order £100. STUDEBAKER Tourer, 6-Cylinder £75. SCRIPPS BOOTH Roadster, newly painted £75. FORD Tourer, late model £95. FORD Tourer, fair order £60. USED CAR DEPT., MAGRILAND MOTORS, LTD., Kent Terrace, WELLINGTON. xyxy=(285,823,417,891)
ad-title: HAYWARD AND CO. xyxy=(33,265,106,273)
dateline: Thursday, December 2, 1926. xyxy=(850,14,1104,34)
white-star-text: Your holiday will be made a pleasure by booking through NEWMAN BROS., LTD., Royal Mail and White Star Motor Services. Whether it be through the beautiful BULLER GORGE to WESTPORT and GREYMOUTH, or through BLENHEIM to CHRISTCHURCH, we will get you there quickly and comfortably. Special long-wheel-base Cadillac Touring Cars used. Agents:— THOS. COOK AND SONS, GOVERNMENT TOURIST OFFICE, T. AND W. YOUNG, LTD. xyxy=(817,131,1110,164)
column-hotels-tourist xyxy=(563,42,813,1476)
classified-ad xyxy=(426,83,558,103)
classified-ad xyxy=(285,63,417,83)
column-motors-1 xyxy=(140,42,281,1476)
column-white-star-routes xyxy=(813,42,1114,1476)
ad-text: FORD Touring, good order, condition; engine rebored; complete equipment, £75. Motor-car Exchange. xyxy=(285,347,417,367)
ad-text: WILLYS Tourer, thoroughly overhauled, good tyres, £150. Ferguson and Osborn, Ltd., Taranaki Street. xyxy=(285,142,417,162)
ad-title: SILVERSTREAM BRICKS. xyxy=(446,293,538,301)
town-text: 'BOTH HOSTELS,' two hours' journey from Wellington. Ideal Resort for Rest and Recuperation. Splendid Climate. Special trains and motor coaches to enjoy one week-ends at this popular seaside. 'Phone 15M. F. S. SPILMAN, Proprietor. xyxy=(567,662,808,682)
ad-text: BUICK Coupe, 6-cylinder, Colonial body, good tyres, mechanically sound. Crossley Service Station, Sydney Street East. Price £150. xyxy=(144,168,276,189)
classified-ad xyxy=(426,702,558,784)
classified-ad xyxy=(4,795,135,872)
town-heading: ISLAND BAY (Wellington) xyxy=(567,337,692,349)
ad-text: WE have received instructions to sell in an absence estate a 30-roomed LICENSED HOTEL, with Hall, Cottage, Garage, etc. Lease, 13 years to run. Ground rental £16 per annum, right of renewal further 21 years. Trade £130 per week. Price £5000, being the capital value of the hotel. For full particulars apply to DEAN BROS., Willis Street, Wellington. xyxy=(4,811,135,872)
ad-text: SITUATED Main Trunk; large premises comprising Ladies' and Gent's Saloon. Turnover £30 week; 2 year lease. Rent £3 week. Walk in £700; deposit £400. J. R. MORTON, P.O. Box 80, Te Kuiti. xyxy=(4,683,135,717)
ad-text: OAKLAND ROADSTER, small mileage, guaranteed order. OAKLAND TOURER—A real snip. ROLLS ROYCE Good order. DAIMLER TOURER. FORD SEDAN. ESSEX COACH. PERRY DOURER Good order and condition. REO TOURER in first-class order. FORD SEDAN new tyres, new paint, in first-class order. COMBINED BUYERS LTD. Apply Mr. E. C. FERGUSON, Sales Manager. 'Phone 45-788, Garage and Service. xyxy=(285,917,417,985)
ad-text: CHIROPRACTIC. MAURICE W. WHATT, Successor to Gilchrist, Bryce and Whatt. Palmer School Graduate. Mandel's Buildings, 121 Willis Street, Wellington. X-Ray and Neurocalometer Service. 'Phone 45-467. xyxy=(567,885,684,926)
section-header: MOTORS & CYCLES FOR SALE. xyxy=(285,45,417,59)
classified-ad xyxy=(4,176,135,210)
ad-text: COLWILL & COLWILL, Chiropractors. Neurocalometer Service. Neurocalometer Service. PALMER SCHOOL GRADUATES. Martin's Building, 47 Courtenay Place. xyxy=(567,933,684,967)
bottom-notices xyxy=(567,863,808,1029)
ad-text: ENGLISH Touring Car, recent sports model, Talbot-Darracq, small mileage, cost £675, perfect, sacrifice, £225, terms. Phone 28-715. xyxy=(144,221,276,241)
